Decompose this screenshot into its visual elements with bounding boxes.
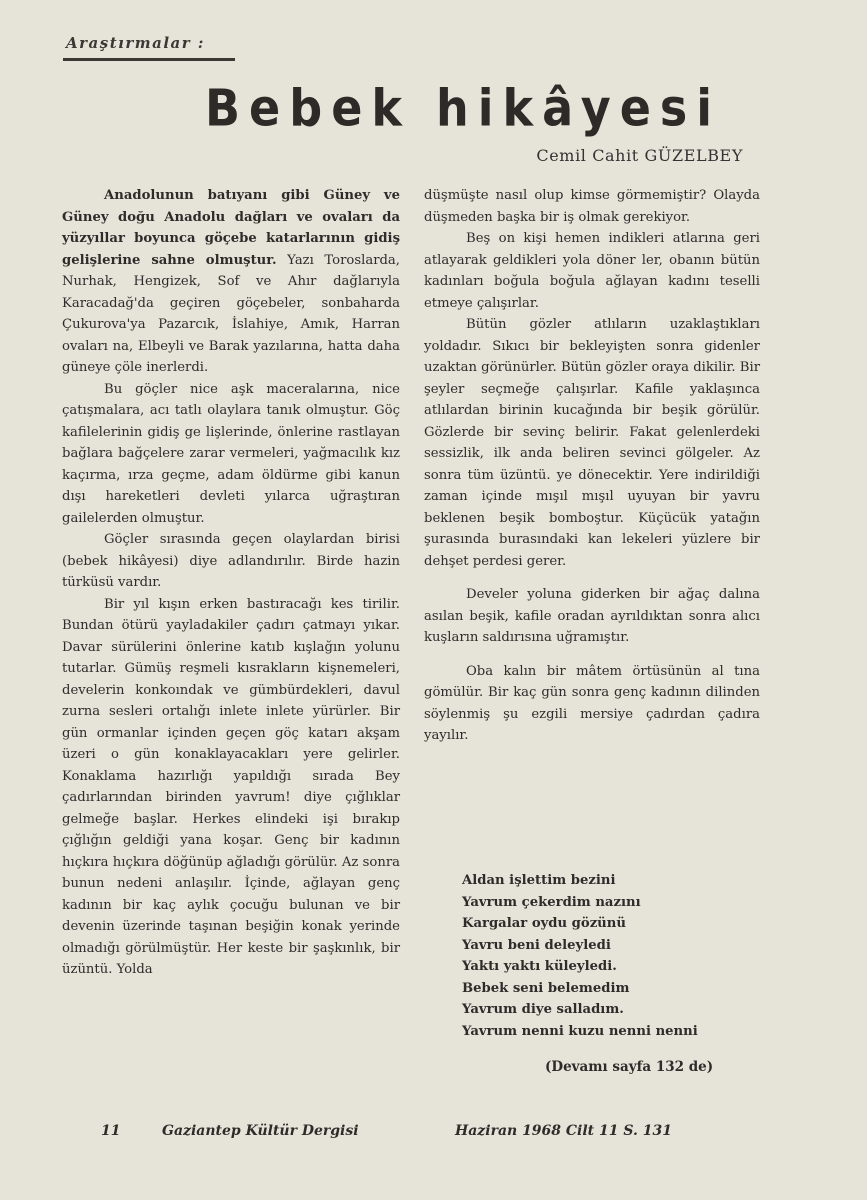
poem-line: Bebek seni belemedim	[462, 980, 630, 996]
paragraph: düşmüşte nasıl olup kimse görmemiştir? Olayda düşmeden başka bir iş olmak gerekiyor.	[424, 188, 760, 225]
poem-line: Aldan işlettim bezini	[462, 873, 616, 888]
paragraph: Oba kalın bir mâtem örtüsünün al tına gömülür. Bir kaç gün sonra genç kadının dilinden söylenmiş şu ezgili mersiye çadırdan çadıra yayılır.	[424, 663, 760, 743]
poem-line: Yaktı yaktı küleyledi.	[462, 959, 617, 974]
continued-note: (Devamı sayfa 132 de)	[545, 1059, 714, 1075]
footer-issue-info: Haziran 1968 Cilt 11 S. 131	[455, 1123, 672, 1139]
article-author: Cemil Cahit GÜZELBEY	[536, 146, 743, 165]
paragraph: Bütün gözler atlıların uzaklaştıkları yoldadır. Sıkıcı bir bekleyişten sonra gidenler uzaktan görünürler. Bütün gözler oraya dikilir. Bir şeyler seçmeğe çalışırlar. Kafile yaklaşınca atlılardan birinin kucağında bir beşik görülür. Gözlerde bir sevinç belirir. Fakat gelenlerdeki sessizlik, ilk anda beliren sevinci gölgeler. Az sonra tüm üzüntü. ye dönecektir. Yere indirildiği zaman içinde mışıl mışıl uyuyan bir yavru beklenen beşik bomboştur. Küçücük yatağın şurasında burasındaki kan lekeleri yüzlere bir dehşet perdesi gerer.	[424, 317, 760, 569]
section-rule	[63, 58, 235, 61]
article-title: Bebek hikâyesi	[205, 78, 722, 138]
paragraph: Beş on kişi hemen indikleri atlarına geri atlayarak geldikleri yola döner ler, obanın bütün kadınları boğula boğula ağlayan kadını teselli etmeye çalışırlar.	[424, 231, 760, 311]
poem-line: Yavrum çekerdim nazını	[462, 894, 641, 910]
section-label: Araştırmalar :	[66, 34, 205, 52]
paragraph-lead: Anadolunun batıyanı gibi Güney ve Güney doğu Anadolu dağları ve ovaları da yüzyıllar boyunca göçebe katarlarının gidiş gelişlerine sahne olmuştur.	[62, 188, 400, 268]
paragraph: Bu göçler nice aşk maceralarına, nice çatışmalara, acı tatlı olaylara tanık olmuştur. Göç kafilelerinin gidiş ge lişlerinde, önlerine rastlayan bağlara bağçelere zarar vermeleri, yağmacılık kız kaçırma, ırza geçme, adam öldürme gibi kanun dışı hareketleri devleti yılarca uğraştıran gailelerden olmuştur.	[62, 381, 400, 526]
paragraph: Bir yıl kışın erken bastıracağı kes tirilir. Bundan ötürü yayladakiler çadırı çatmayı yıkar. Davar sürülerini önlerine katıb kışlağın yolunu tutarlar. Gümüş reşmeli kısrakların kişnemeleri, develerin konkoındak ve gümbürdekleri, davul zurna sesleri ortalığı inlete inlete yürürler. Bir gün ormanlar içinden geçen göç katarı akşam üzeri o gün konaklayacakları yere gelirler. Konaklama hazırlığı yapıldığı sırada Bey çadırlarından birinden yavrum! diye çığlıklar gelmeğe başlar. Herkes elindeki işi bırakıp çığlığın geldiği yana koşar. Genç bir kadının hıçkıra hıçkıra döğünüp ağladığı görülür. Az sonra bunun nedeni anlaşılır. İçinde, ağlayan genç kadının bir kaç aylık çocuğu bulunan ve bir devenin üzerinde taşınan beşiğin konak yerinde olmadığı görülmüştür. Her keste bir şaşkınlık, bir üzüntü. Yolda	[62, 596, 400, 977]
poem-line: Yavrum diye salladım.	[462, 1002, 624, 1017]
footer-page-number: 11	[101, 1123, 121, 1139]
left-column	[62, 185, 400, 981]
right-column	[424, 185, 760, 747]
poem	[462, 870, 762, 1042]
poem-line: Yavrum nenni kuzu nenni nenni	[462, 1023, 698, 1039]
footer-magazine-name: Gaziantep Kültür Dergisi	[162, 1123, 359, 1139]
paragraph: Göçler sırasında geçen olaylardan birisi (bebek hikâyesi) diye adlandırılır. Birde hazin türküsü vardır.	[62, 532, 400, 590]
paragraph-text: Yazı Toroslarda, Nurhak, Hengizek, Sof ve Ahır dağlarıyla Karacadağ'da geçiren göçebeler, sonbaharda Çukurova'ya Pazarcık, İslahiye, Amık, Harran ovaları na, Elbeyli ve Barak yazılarına, hatta daha güneye çöle inerlerdi.	[62, 252, 400, 375]
paragraph	[62, 185, 400, 379]
poem-line: Kargalar oydu gözünü	[462, 916, 626, 931]
paragraph: Develer yoluna giderken bir ağaç dalına asılan beşik, kafile oradan ayrıldıktan sonra alıcı kuşların saldırısına uğramıştır.	[424, 587, 760, 645]
poem-line: Yavru beni deleyledi	[462, 937, 611, 953]
